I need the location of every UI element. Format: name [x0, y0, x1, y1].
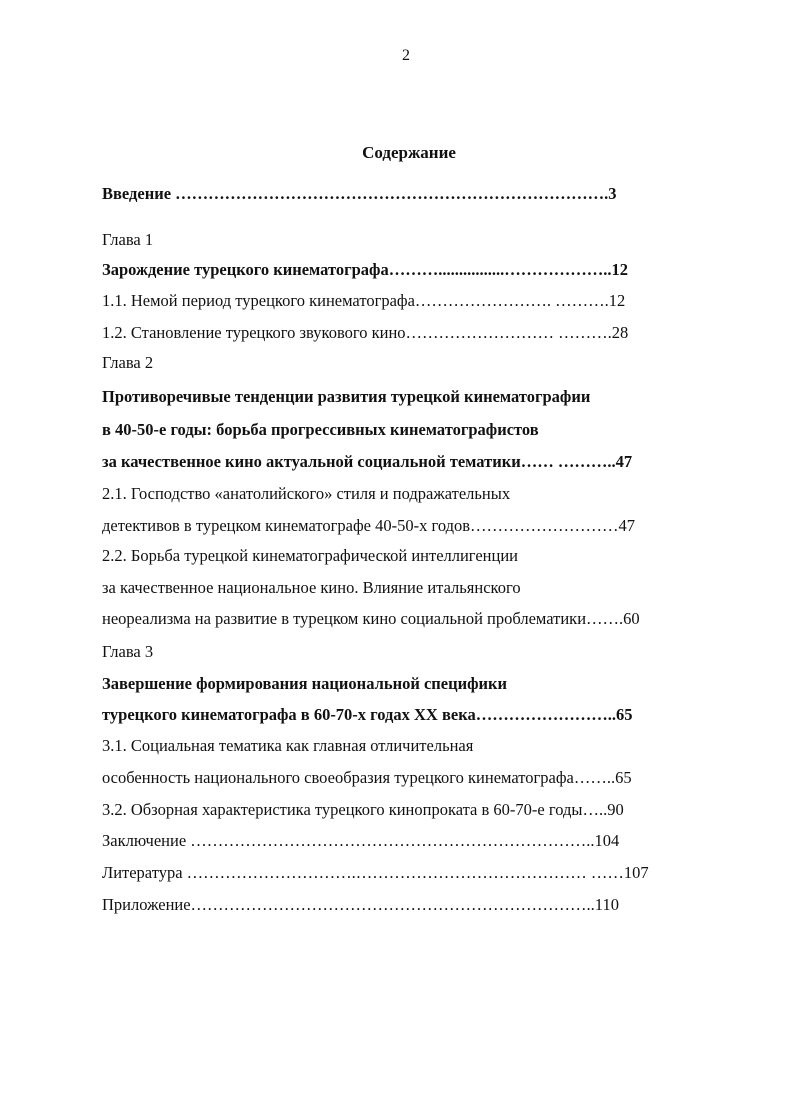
- toc-entry-2-2-line-1: 2.2. Борьба турецкой кинематографической интеллигенции: [102, 546, 519, 565]
- toc-entry-3-2: 3.2. Обзорная характеристика турецкого кинопроката в 60-70-е годы…..90: [102, 800, 624, 819]
- toc-entry-1-1: 1.1. Немой период турецкого кинематографа……………………. ……….12: [102, 291, 626, 310]
- toc-entry-2-2-line-3: неореализма на развитие в турецком кино социальной проблематики…….60: [102, 609, 640, 628]
- toc-chapter-1-title: Зарождение турецкого кинематографа………................………………..12: [102, 260, 628, 279]
- toc-entry-introduction: Введение …………………………………………………………………….3: [102, 184, 617, 203]
- toc-entry-conclusion: Заключение ………………………………………………………………..104: [102, 831, 620, 850]
- toc-chapter-2-title-line-3: за качественное кино актуальной социальной тематики…… ………..47: [102, 452, 633, 471]
- toc-chapter-2-title-line-1: Противоречивые тенденции развития турецкой кинематографии: [102, 387, 591, 406]
- toc-chapter-3-title-line-1: Завершение формирования национальной специфики: [102, 674, 508, 693]
- toc-entry-1-2: 1.2. Становление турецкого звукового кино……………………… ……….28: [102, 323, 629, 342]
- toc-entry-literature: Литература ………………………….…………………………………… ……107: [102, 863, 649, 882]
- page-number: 2: [402, 47, 410, 64]
- toc-chapter-3-title-line-2: турецкого кинематографа в 60-70-х годах XX века……………………..65: [102, 705, 633, 724]
- toc-entry-2-1-line-2: детективов в турецком кинематографе 40-50-х годов………………………47: [102, 516, 636, 535]
- toc-chapter-2-title-line-2: в 40-50-е годы: борьба прогрессивных кинематографистов: [102, 420, 539, 439]
- toc-entry-3-1-line-2: особенность национального своеобразия турецкого кинематографа……..65: [102, 768, 632, 787]
- toc-entry-2-2-line-2: за качественное национальное кино. Влияние итальянского: [102, 578, 521, 597]
- toc-chapter-2-label: Глава 2: [102, 353, 154, 372]
- toc-entry-3-1-line-1: 3.1. Социальная тематика как главная отличительная: [102, 736, 474, 755]
- toc-chapter-1-label: Глава 1: [102, 230, 154, 249]
- toc-title: Содержание: [362, 143, 456, 162]
- toc-entry-appendix: Приложение………………………………………………………………..110: [102, 895, 619, 914]
- toc-entry-2-1-line-1: 2.1. Господство «анатолийского» стиля и подражательных: [102, 484, 511, 503]
- toc-chapter-3-label: Глава 3: [102, 642, 154, 661]
